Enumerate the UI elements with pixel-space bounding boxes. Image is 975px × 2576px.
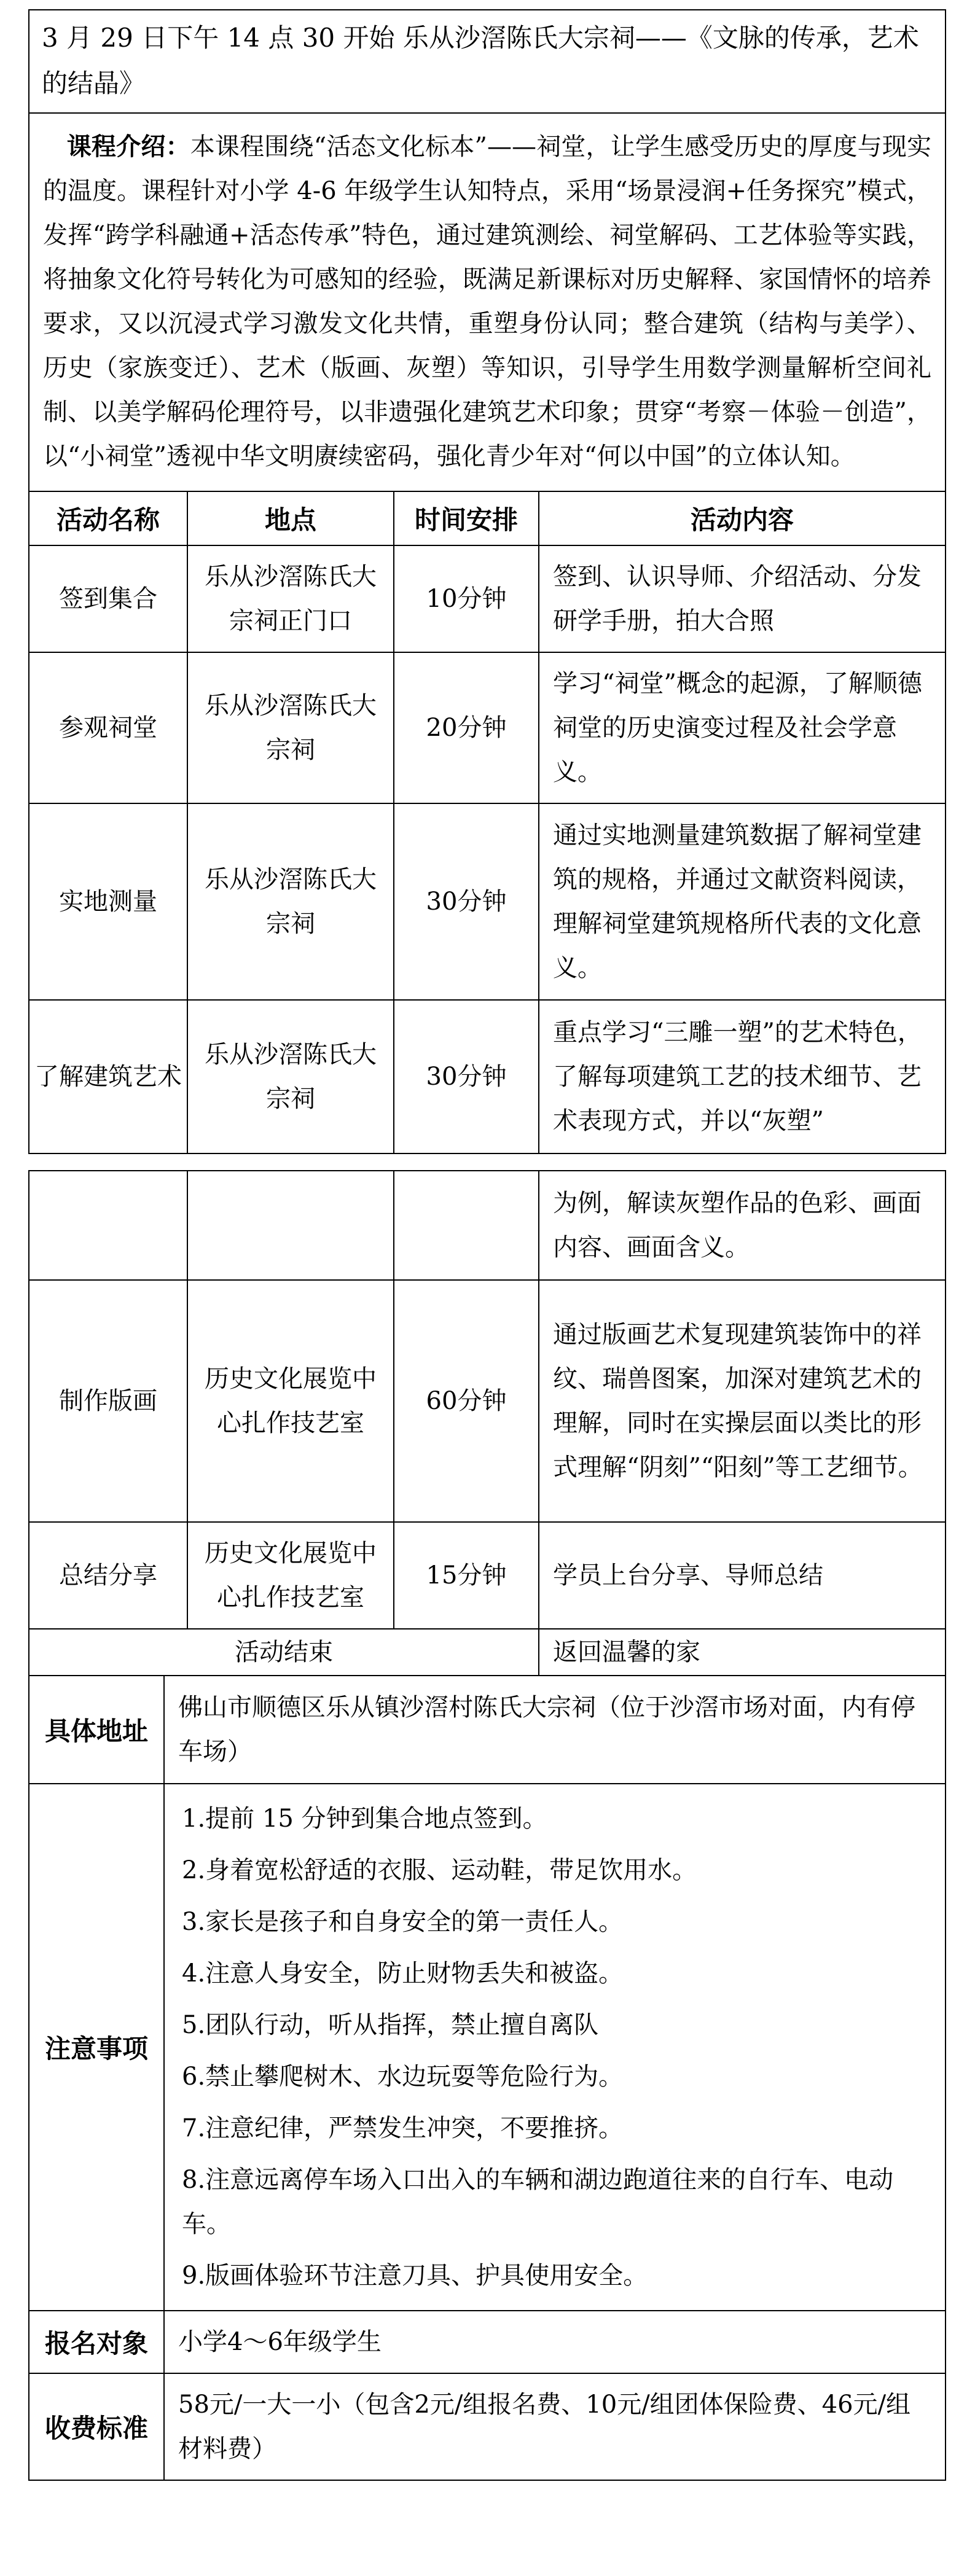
header-content: 活动内容 xyxy=(539,491,946,545)
activity-place xyxy=(187,1171,394,1280)
activity-content: 通过版画艺术复现建筑装饰中的祥纹、瑞兽图案，加深对建筑艺术的理解，同时在实操层面以类比的形式理解“阴刻”“阳刻”等工艺细节。 xyxy=(539,1280,946,1522)
activity-time xyxy=(394,1171,539,1280)
list-item: 9.版画体验环节注意刀具、护具使用安全。 xyxy=(182,2262,648,2290)
notes-list xyxy=(164,1784,946,2311)
activity-content: 重点学习“三雕一塑”的艺术特色，了解每项建筑工艺的技术细节、艺术表现方式，并以“灰塑” xyxy=(539,1000,946,1153)
course-intro-text: 本课程围绕“活态文化标本”——祠堂，让学生感受历史的厚度与现实的温度。课程针对小学 4-6 年级学生认知特点，采用“场景浸润+任务探究”模式，发挥“跨学科融通+活态传承”特色，通过建筑测绘、祠堂解码、工艺体验等实践，将抽象文化符号转化为可感知的经验，既满足新课标对历史解释、家国情怀的培养要求，又以沉浸式学习激发文化共情，重塑身份认同；整合建筑（结构与美学）、历史（家族变迁）、艺术（版画、灰塑）等知识，引导学生用数学测量解析空间礼制、以美学解码伦理符号，以非遗强化建筑艺术印象；贯穿“考察－体验－创造”，以“小祠堂”透视中华文明赓续密码，强化青少年对“何以中国”的立体认知。 xyxy=(43,133,932,470)
list-item: 7.注意纪律，严禁发生冲突，不要推挤。 xyxy=(182,2114,624,2142)
activity-name: 签到集合 xyxy=(29,545,187,652)
header-activity-name: 活动名称 xyxy=(29,491,187,545)
end-content: 返回温馨的家 xyxy=(539,1629,946,1676)
activity-place: 历史文化展览中心扎作技艺室 xyxy=(187,1522,394,1629)
activity-place: 历史文化展览中心扎作技艺室 xyxy=(187,1280,394,1522)
activity-place: 乐从沙滘陈氏大宗祠 xyxy=(187,1000,394,1153)
activity-name: 参观祠堂 xyxy=(29,652,187,803)
audience-row xyxy=(29,2311,946,2373)
audience-value: 小学4～6年级学生 xyxy=(164,2311,946,2373)
list-item: 6.禁止攀爬树木、水边玩耍等危险行为。 xyxy=(182,2063,624,2091)
activity-place: 乐从沙滘陈氏大宗祠 xyxy=(187,803,394,1000)
activity-name: 实地测量 xyxy=(29,803,187,1000)
activity-content: 签到、认识导师、介绍活动、分发研学手册，拍大合照 xyxy=(539,545,946,652)
list-item: 4.注意人身安全，防止财物丢失和被盗。 xyxy=(182,1959,624,1988)
list-item: 2.身着宽松舒适的衣服、运动鞋，带足饮用水。 xyxy=(182,1856,697,1884)
course-intro xyxy=(29,113,946,491)
activity-content: 学习“祠堂”概念的起源，了解顺德祠堂的历史演变过程及社会学意义。 xyxy=(539,652,946,803)
table-row xyxy=(29,1171,946,1280)
list-item: 1.提前 15 分钟到集合地点签到。 xyxy=(182,1805,547,1833)
activity-name xyxy=(29,1171,187,1280)
activity-time: 10分钟 xyxy=(394,545,539,652)
list-item: 8.注意远离停车场入口出入的车辆和湖边跑道往来的自行车、电动车。 xyxy=(182,2166,894,2238)
fee-label: 收费标准 xyxy=(29,2373,164,2480)
end-label: 活动结束 xyxy=(29,1629,539,1676)
audience-label: 报名对象 xyxy=(29,2311,164,2373)
address-value: 佛山市顺德区乐从镇沙滘村陈氏大宗祠（位于沙滘市场对面，内有停车场） xyxy=(164,1676,946,1784)
course-intro-label: 课程介绍： xyxy=(66,132,190,161)
schedule-table-part1 xyxy=(28,9,946,1154)
fee-value: 58元/一大一小（包含2元/组报名费、10元/组团体保险费、46元/组材料费） xyxy=(164,2373,946,2480)
table-row xyxy=(29,803,946,1000)
table-row xyxy=(29,652,946,803)
header-place: 地点 xyxy=(187,491,394,545)
table-row xyxy=(29,545,946,652)
activity-time: 20分钟 xyxy=(394,652,539,803)
activity-content: 学员上台分享、导师总结 xyxy=(539,1522,946,1629)
list-item: 3.家长是孩子和自身安全的第一责任人。 xyxy=(182,1908,624,1936)
list-item: 5.团队行动，听从指挥，禁止擅自离队 xyxy=(182,2011,599,2039)
address-label: 具体地址 xyxy=(29,1676,164,1784)
activity-place: 乐从沙滘陈氏大宗祠 xyxy=(187,652,394,803)
schedule-table-part2 xyxy=(28,1170,946,1676)
schedule-document xyxy=(28,9,945,2481)
table-row xyxy=(29,1280,946,1522)
activity-content: 通过实地测量建筑数据了解祠堂建筑的规格，并通过文献资料阅读，理解祠堂建筑规格所代表的文化意义。 xyxy=(539,803,946,1000)
notes-label: 注意事项 xyxy=(29,1784,164,2311)
activity-name: 制作版画 xyxy=(29,1280,187,1522)
info-table xyxy=(28,1675,946,2481)
activity-place: 乐从沙滘陈氏大宗祠正门口 xyxy=(187,545,394,652)
activity-time: 30分钟 xyxy=(394,1000,539,1153)
page-break-gap xyxy=(28,1154,945,1170)
table-header-row xyxy=(29,491,946,545)
end-row xyxy=(29,1629,946,1676)
activity-name: 了解建筑艺术 xyxy=(29,1000,187,1153)
activity-time: 60分钟 xyxy=(394,1280,539,1522)
header-time: 时间安排 xyxy=(394,491,539,545)
notes-row xyxy=(29,1784,946,2311)
activity-content: 为例，解读灰塑作品的色彩、画面内容、画面含义。 xyxy=(539,1171,946,1280)
fee-row xyxy=(29,2373,946,2480)
page-title: 3 月 29 日下午 14 点 30 开始 乐从沙滘陈氏大宗祠——《文脉的传承，艺术的结晶》 xyxy=(29,10,946,113)
activity-time: 15分钟 xyxy=(394,1522,539,1629)
activity-name: 总结分享 xyxy=(29,1522,187,1629)
table-row xyxy=(29,1522,946,1629)
table-row xyxy=(29,1000,946,1153)
address-row xyxy=(29,1676,946,1784)
activity-time: 30分钟 xyxy=(394,803,539,1000)
